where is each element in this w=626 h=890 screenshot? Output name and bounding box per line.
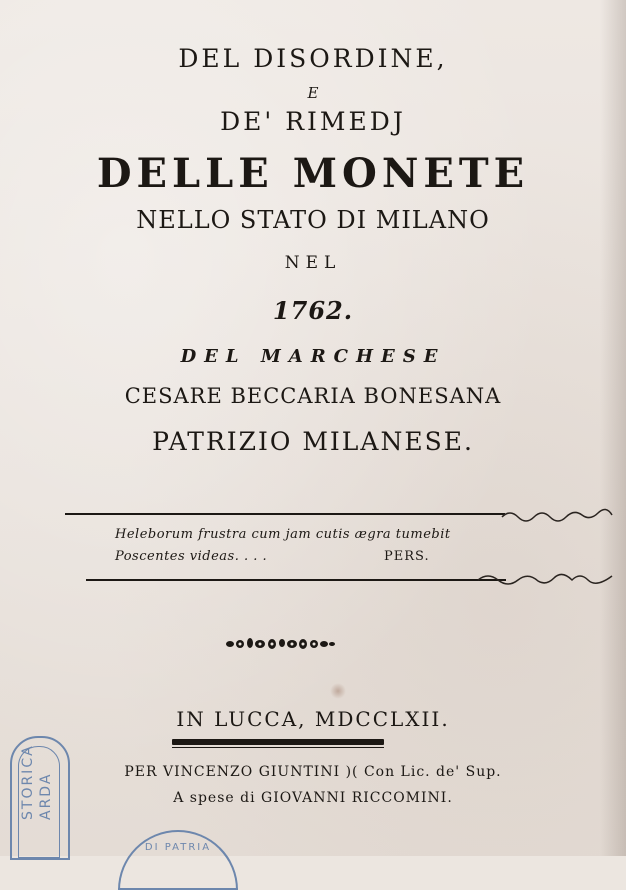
author-line-1: DEL MARCHESE [180, 346, 446, 367]
imprint-thick-rule [172, 739, 384, 745]
title-line-2: E [307, 84, 319, 102]
imprint-place: IN LUCCA, MDCCLXII. [176, 707, 450, 731]
fleuron-ornament [224, 634, 336, 654]
stamp-side-word-1: STORICA [20, 744, 36, 820]
imprint-printer: PER VINCENZO GIUNTINI )( Con Lic. de' Sup. [124, 764, 502, 780]
epigraph-attribution: PERS. [384, 549, 430, 564]
pen-squiggle-bottom [476, 568, 616, 588]
epigraph-top-rule [65, 513, 505, 515]
ink-stain [330, 683, 346, 699]
library-stamp-bottom: DI PATRIA [118, 830, 238, 890]
author-line-3: PATRIZIO MILANESE. [152, 427, 474, 456]
title-line-3: DE' RIMEDJ [220, 107, 406, 136]
title-line-1: DEL DISORDINE, [178, 44, 448, 73]
imprint-thin-rule [172, 747, 384, 748]
pen-squiggle-top [500, 505, 616, 523]
author-name: CESARE BECCARIA BONESANA [124, 384, 502, 408]
stamp-side-word-2: ARDA [38, 772, 54, 820]
title-line-5: NELLO STATO DI MILANO [136, 206, 490, 234]
title-line-6: NEL [284, 253, 342, 273]
epigraph-line-2: Poscentes videas. . . . [115, 549, 268, 564]
title-year: 1762. [272, 296, 354, 325]
title-main: DELLE MONETE [96, 150, 530, 197]
epigraph-bottom-rule [86, 579, 506, 581]
imprint-publisher: A spese di GIOVANNI RICCOMINI. [173, 790, 453, 806]
epigraph-line-1: Heleborum frustra cum jam cutis ægra tumebit [115, 527, 451, 542]
